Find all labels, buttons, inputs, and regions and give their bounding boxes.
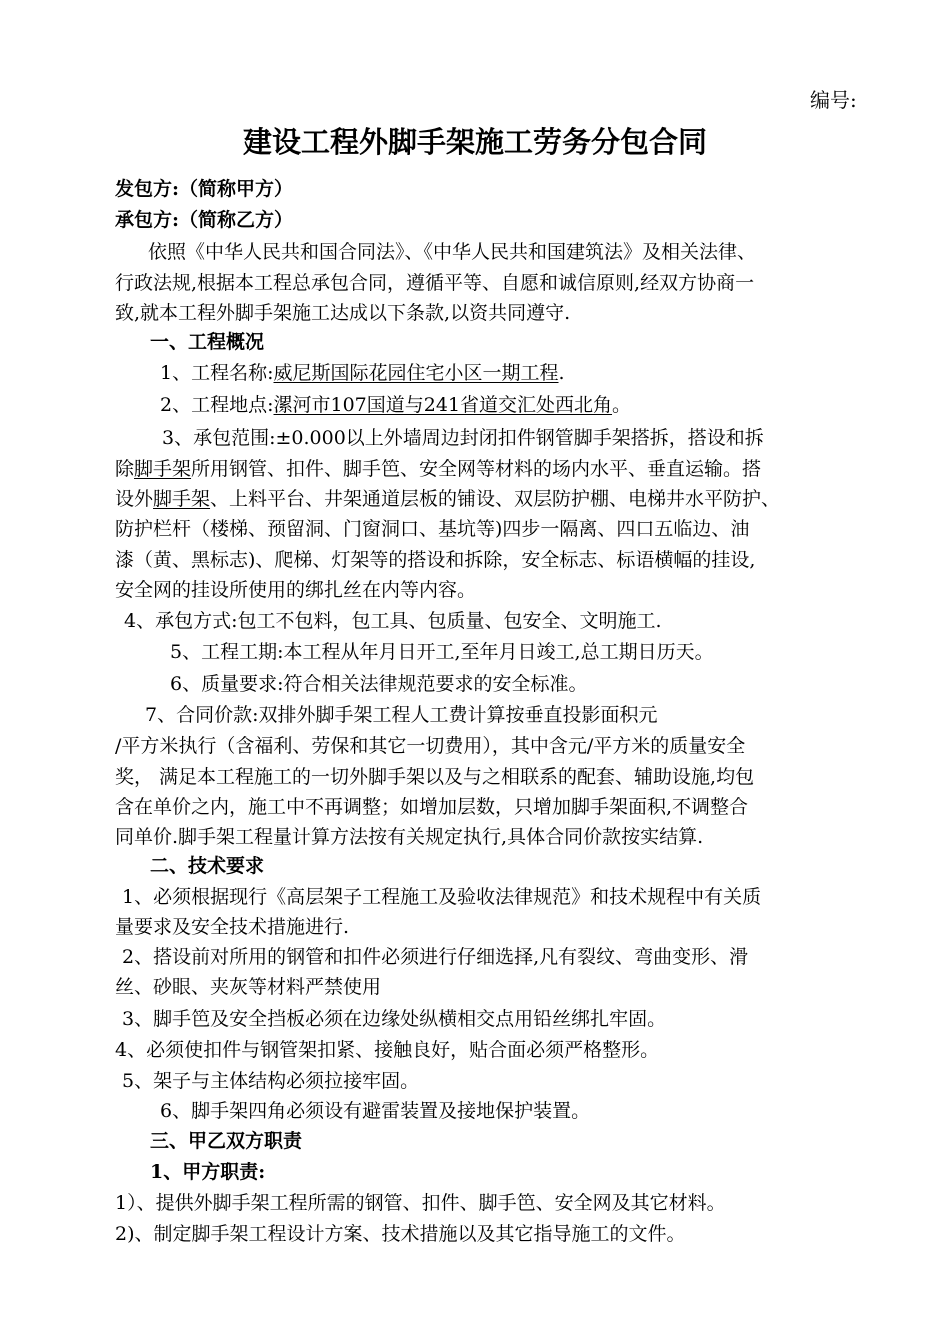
contract-mode-item: 4、承包方式:包工不包料，包工具、包质量、包安全、文明施工. [124,610,662,632]
scope-prefix: 除 [115,458,135,480]
project-site-value: 漯河市107国道与241省道交汇处西北角 [273,394,613,416]
scope-line [115,454,761,481]
construction-period-item: 5、工程工期:本工程从年月日开工,至年月日竣工,总工期日历天。 [170,641,714,663]
project-site-item [160,390,631,417]
scope-line: 漆（黄、黑标志)、爬梯、灯架等的搭设和拆除，安全标志、标语横幅的挂设, [115,549,756,571]
technical-line: 5、架子与主体结构必须拉接牢固。 [122,1070,420,1092]
project-name-value: 威尼斯国际花园住宅小区一期工程 [273,362,559,384]
scaffold-link: 脚手架 [153,488,211,510]
project-name-label: 1、工程名称: [160,362,274,384]
contract-price-line: 奖， 满足本工程施工的一切外脚手架以及与之相联系的配套、辅助设施,均包 [115,766,755,788]
preamble-line: 致,就本工程外脚手架施工达成以下条款,以资共同遵守. [115,302,571,324]
project-name-item [160,358,565,385]
employer-duty-line: 1）、提供外脚手架工程所需的钢管、扣件、脚手笆、安全网及其它材料。 [115,1192,726,1214]
scope-line: 3、承包范围:±0.000以上外墙周边封闭扣件钢管脚手架搭拆，搭设和拆 [162,427,764,449]
scope-text: 所用钢管、扣件、脚手笆、安全网等材料的场内水平、垂直运输。搭 [191,458,762,480]
contract-price-line: /平方米执行（含福利、劳保和其它一切费用），其中含元/平方米的质量安全 [115,735,746,757]
technical-line: 量要求及安全技术措施进行. [115,916,350,938]
quality-requirement-item: 6、质量要求:符合相关法律规范要求的安全标准。 [170,673,588,695]
scope-line: 防护栏杆（楼梯、预留洞、门窗洞口、基坑等)四步一隔离、四口五临边、油 [115,518,750,540]
technical-line: 4、必须使扣件与钢管架扣紧、接触良好，贴合面必须严格整形。 [115,1039,660,1061]
preamble-line: 行政法规,根据本工程总承包合同，遵循平等、自愿和诚信原则,经双方协商一 [115,272,755,294]
project-site-tail: 。 [612,394,632,416]
scope-line: 安全网的挂设所使用的绑扎丝在内等内容。 [115,579,477,601]
document-number-label: 编号: [810,88,857,112]
technical-line: 3、脚手笆及安全挡板必须在边缘处纵横相交点用铅丝绑扎牢固。 [122,1008,667,1030]
project-name-tail: . [558,362,565,384]
scaffold-link: 脚手架 [134,458,192,480]
contractor-party: 承包方:（简称乙方） [115,209,294,231]
scope-text: 、上料平台、井架通道层板的铺设、双层防护棚、电梯井水平防护、 [210,488,781,510]
technical-line: 1、必须根据现行《高层架子工程施工及验收法律规范》和技术规程中有关质 [122,886,762,908]
contract-title: 建设工程外脚手架施工劳务分包合同 [242,125,707,159]
contract-price-line: 含在单价之内，施工中不再调整；如增加层数，只增加脚手架面积,不调整合 [115,796,749,818]
contract-price-line: 同单价.脚手架工程量计算方法按有关规定执行,具体合同价款按实结算. [115,826,704,848]
section-heading-duties: 三、甲乙双方职责 [150,1130,303,1152]
scope-line [115,484,780,511]
section-heading-overview: 一、工程概况 [150,331,265,353]
project-site-label: 2、工程地点: [160,394,274,416]
preamble-line: 依照《中华人民共和国合同法》、《中华人民共和国建筑法》及相关法律、 [148,241,757,263]
technical-line: 6、脚手架四角必须设有避雷装置及接地保护装置。 [160,1100,591,1122]
employer-duty-line: 2)、制定脚手架工程设计方案、技术措施以及其它指导施工的文件。 [115,1223,686,1245]
technical-line: 丝、砂眼、夹灰等材料严禁使用 [115,976,382,998]
contract-price-line: 7、合同价款:双排外脚手架工程人工费计算按垂直投影面积元 [145,704,658,726]
technical-line: 2、搭设前对所用的钢管和扣件必须进行仔细选择,凡有裂纹、弯曲变形、滑 [122,946,749,968]
section-heading-technical: 二、技术要求 [150,855,265,877]
employer-duties-heading: 1、甲方职责: [150,1161,266,1183]
scope-prefix: 设外 [115,488,154,510]
employer-party: 发包方:（简称甲方） [115,178,294,200]
